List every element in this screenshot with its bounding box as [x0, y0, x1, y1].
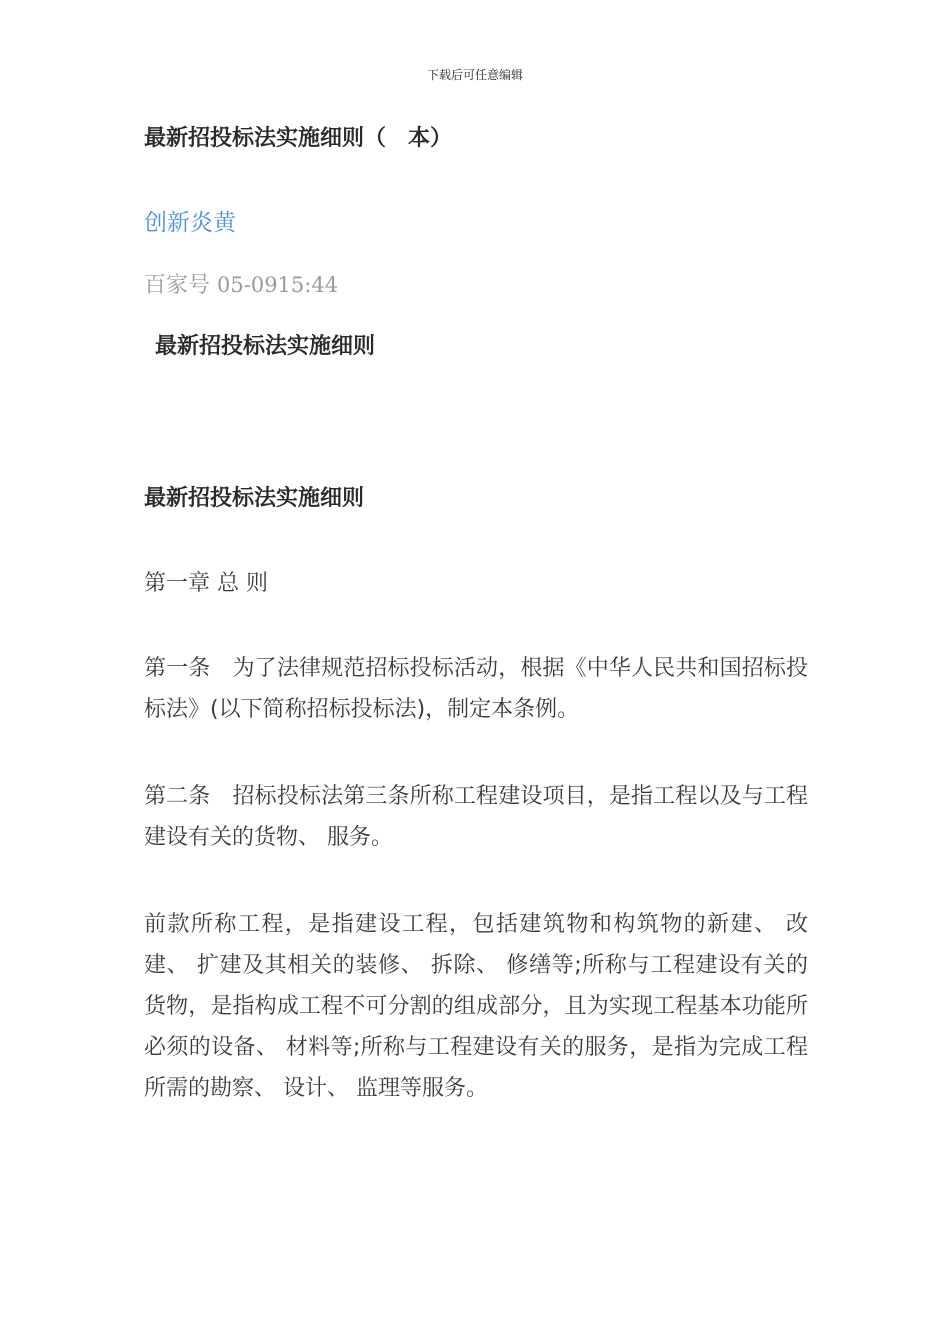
document-title: 最新招投标法实施细则（ 本）: [144, 126, 453, 151]
section-heading: 最新招投标法实施细则: [144, 486, 365, 511]
source-label: 百家号: [144, 273, 211, 298]
paragraph-definition: 前款所称工程，是指建设工程，包括建筑物和构筑物的新建、 改建、 扩建及其相关的装修、 拆除、 修缮等;所称与工程建设有关的货物，是指构成工程不可分割的组成部分，且为实现工程基本功能所必须的设备、 材料等;所称与工程建设有关的服务，是指为完成工程所需的勘察、 设计、 监理等服务。: [144, 912, 808, 1101]
article-subtitle: 最新招投标法实施细则: [155, 334, 376, 359]
article-meta: [144, 268, 338, 299]
paragraph-article-1: 第一条 为了法律规范招标投标活动，根据《中华人民共和国招标投标法》(以下简称招标投标法)，制定本条例。: [144, 656, 808, 722]
publish-date: 05-0915:44: [217, 273, 339, 297]
author-link[interactable]: 创新炎黄: [144, 210, 236, 236]
paragraph-article-2: 第二条 招标投标法第三条所称工程建设项目，是指工程以及与工程建设有关的货物、 服务。: [144, 784, 808, 850]
page-header-note: 下载后可任意编辑: [426, 68, 523, 82]
chapter-heading: 第一章 总 则: [144, 571, 268, 596]
